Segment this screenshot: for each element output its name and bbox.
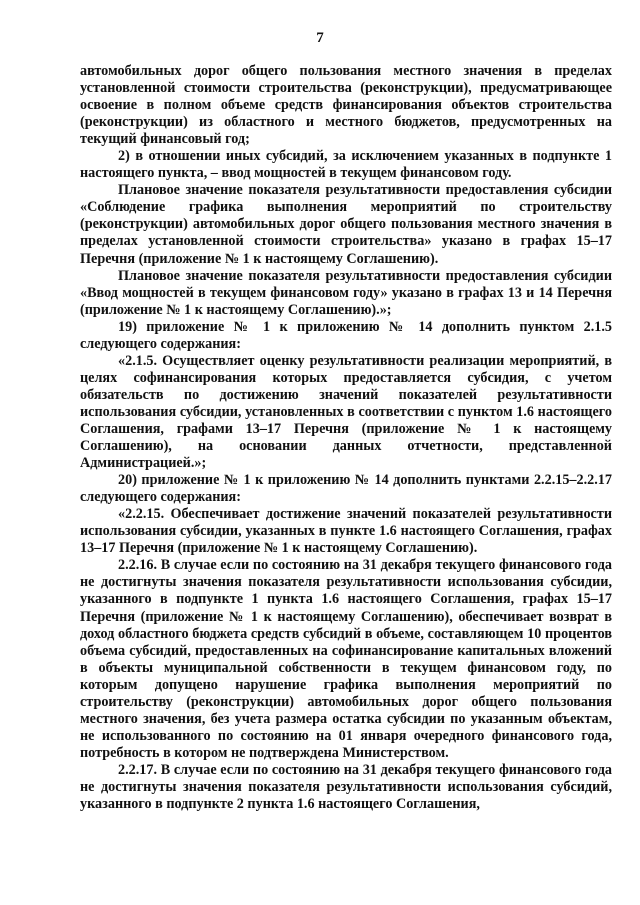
document-body [80, 63, 612, 813]
paragraph: 2.2.17. В случае если по состоянию на 31 декабря текущего финансового года не достигнуты значения показателя результативности использования субсидий, указанного в подпункте 2 пункта 1.6 настоящего Соглашения, [80, 761, 612, 813]
paragraph: 2.2.16. В случае если по состоянию на 31 декабря текущего финансового года не достигнуты значения показателя результативности использования субсидии, указанного в подпункте 1 пункта 1.6 настоящего Соглашения, графах 15–17 Перечня (приложение № 1 к настоящему Соглашению), обеспечивает возврат в доход областного бюджета средств субсидий в объеме, составляющем 10 процентов объема субсидий, предоставленных на софинансирование капитальных вложений в объекты муниципальной собственности в текущем финансовом году, по которым допущено нарушение графика выполнения мероприятий по строительству (реконструкции) автомобильных дорог общего пользования местного значения, без учета размера остатка субсидии по указанным объектам, не использованного по состоянию на 01 января очередного финансового года, потребность в котором не подтверждена Министерством. [80, 557, 612, 761]
paragraph: «2.1.5. Осуществляет оценку результативности реализации мероприятий, в целях софинансирования которых предоставляется субсидия, с учетом обязательств по достижению значений показателей результативности использования субсидии, установленных в соответствии с пунктом 1.6 настоящего Соглашения, графами 13–17 Перечня (приложение № 1 к настоящему Соглашению), на основании данных отчетности, представленной Администрацией.»; [80, 352, 612, 472]
paragraph: автомобильных дорог общего пользования местного значения в пределах установленной стоимости строительства (реконструкции), предусматривающее освоение в полном объеме средств финансирования объектов строительства (реконструкции) из областного и местного бюджетов, предусмотренных на текущий финансовый год; [80, 63, 612, 148]
paragraph: Плановое значение показателя результативности предоставления субсидии «Ввод мощностей в текущем финансовом году» указано в графах 13 и 14 Перечня (приложение № 1 к настоящему Соглашению).»; [80, 267, 612, 318]
paragraph: 20) приложение № 1 к приложению № 14 дополнить пунктами 2.2.15–2.2.17 следующего содержания: [80, 472, 612, 506]
page-number: 7 [316, 30, 324, 46]
paragraph: 2) в отношении иных субсидий, за исключением указанных в подпункте 1 настоящего пункта, – ввод мощностей в текущем финансовом году. [80, 148, 612, 182]
paragraph: «2.2.15. Обеспечивает достижение значений показателей результативности использования субсидии, указанных в пункте 1.6 настоящего Соглашения, графах 13–17 Перечня (приложение № 1 к настоящему Соглашению). [80, 506, 612, 557]
paragraph: Плановое значение показателя результативности предоставления субсидии «Соблюдение графика выполнения мероприятий по строительству (реконструкции) автомобильных дорог общего пользования местного значения в пределах установленной стоимости строительства» указано в графах 15–17 Перечня (приложение № 1 к настоящему Соглашению). [80, 182, 612, 267]
paragraph: 19) приложение № 1 к приложению № 14 дополнить пунктом 2.1.5 следующего содержания: [80, 318, 612, 352]
